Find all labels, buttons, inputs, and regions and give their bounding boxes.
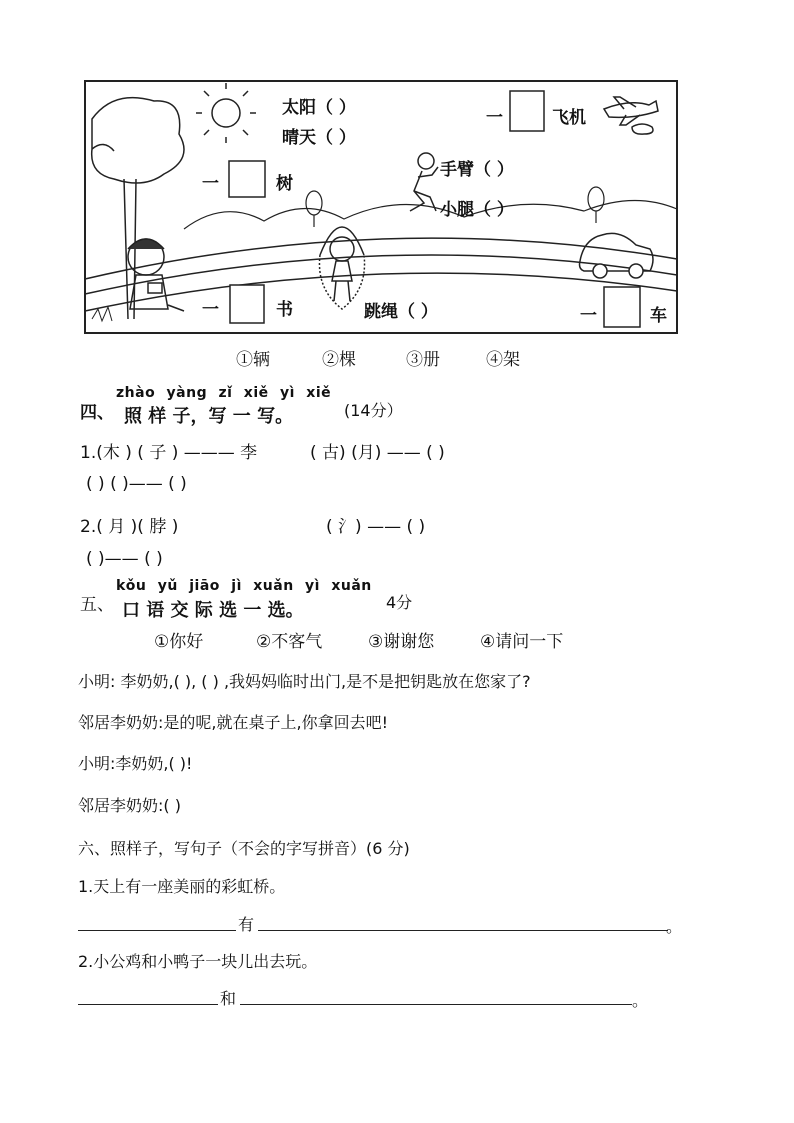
label-jump-rope: 跳绳（ ） — [364, 302, 438, 322]
s5-option-1: ①你好 — [154, 632, 204, 652]
section4-title: 照 样 子，写 一 写。 — [124, 406, 294, 427]
s4-row2: ( ) ( )—— ( ) — [86, 474, 187, 494]
dialog-line-4: 邻居李奶奶:( ) — [78, 796, 181, 815]
s4-row3-left: 2.( 月 )( 脖 ) — [80, 517, 179, 537]
s4-row1-left: 1.(木 ) ( 子 ) ——— 李 — [80, 443, 258, 463]
section5-pinyin: kǒu yǔ jiāo jì xuǎn yì xuǎn — [116, 578, 372, 594]
option-1: ①辆 — [236, 350, 270, 370]
s6-q1-blank-left[interactable] — [78, 930, 236, 931]
s5-option-2: ②不客气 — [256, 632, 323, 652]
label-book: 书 — [276, 300, 293, 320]
option-2: ②棵 — [322, 350, 356, 370]
label-one-book: 一 — [202, 300, 219, 320]
label-car: 车 — [650, 306, 667, 326]
answer-box-airplane — [510, 91, 544, 131]
s6-q2-blank-left[interactable] — [78, 1004, 218, 1005]
s5-option-3: ③谢谢您 — [368, 632, 435, 652]
answer-box-book — [230, 285, 264, 323]
s6-q1-blank-right[interactable] — [258, 930, 668, 931]
label-one-airplane: 一 — [486, 108, 503, 128]
s6-q1-end: 。 — [666, 917, 683, 936]
dialog-line-2: 邻居李奶奶:是的呢,就在桌子上,你拿回去吧! — [78, 713, 388, 732]
s6-q1-word: 有 — [238, 915, 255, 934]
section4-score: (14分） — [344, 401, 403, 420]
label-arm: 手臂（ ） — [440, 160, 514, 180]
label-airplane: 飞机 — [552, 108, 586, 128]
label-sunny-day: 晴天（ ） — [282, 128, 356, 148]
label-one-car: 一 — [580, 306, 597, 326]
section4-prefix: 四、 — [80, 403, 114, 423]
section5-title: 口 语 交 际 选 一 选。 — [122, 600, 304, 621]
label-one-tree: 一 — [202, 174, 219, 194]
answer-box-car — [604, 287, 640, 327]
section5-score: 4分 — [386, 593, 413, 612]
s5-option-4: ④请问一下 — [480, 632, 564, 652]
s4-row3-right: ( 氵) —— ( ) — [326, 517, 426, 537]
s6-q2-end: 。 — [632, 991, 649, 1010]
option-3: ③册 — [406, 350, 440, 370]
s6-question-1: 1.天上有一座美丽的彩虹桥。 — [78, 877, 286, 896]
answer-box-tree — [229, 161, 265, 197]
s6-q2-word: 和 — [220, 989, 237, 1008]
label-sun: 太阳（ ） — [282, 98, 356, 118]
dialog-line-3: 小明:李奶奶,( )! — [78, 754, 193, 773]
option-4: ④架 — [486, 350, 520, 370]
illustration-panel — [84, 79, 680, 373]
s4-row4: ( )—— ( ) — [86, 549, 163, 569]
s6-question-2: 2.小公鸡和小鸭子一块儿出去玩。 — [78, 952, 318, 971]
section6-title: 六、照样子，写句子（不会的字写拼音）(6 分) — [78, 839, 410, 858]
dialog-line-1: 小明: 李奶奶,( ), ( ) ,我妈妈临时出门,是不是把钥匙放在您家了? — [78, 672, 531, 691]
s6-q2-blank-right[interactable] — [240, 1004, 632, 1005]
label-leg: 小腿（ ） — [440, 200, 514, 220]
label-tree: 树 — [276, 174, 293, 194]
section4-pinyin: zhào yàng zǐ xiě yì xiě — [116, 385, 332, 401]
section5-prefix: 五、 — [80, 595, 114, 615]
s4-row1-right: ( 古) (月) —— ( ) — [310, 443, 445, 463]
scene-illustration — [84, 79, 680, 373]
